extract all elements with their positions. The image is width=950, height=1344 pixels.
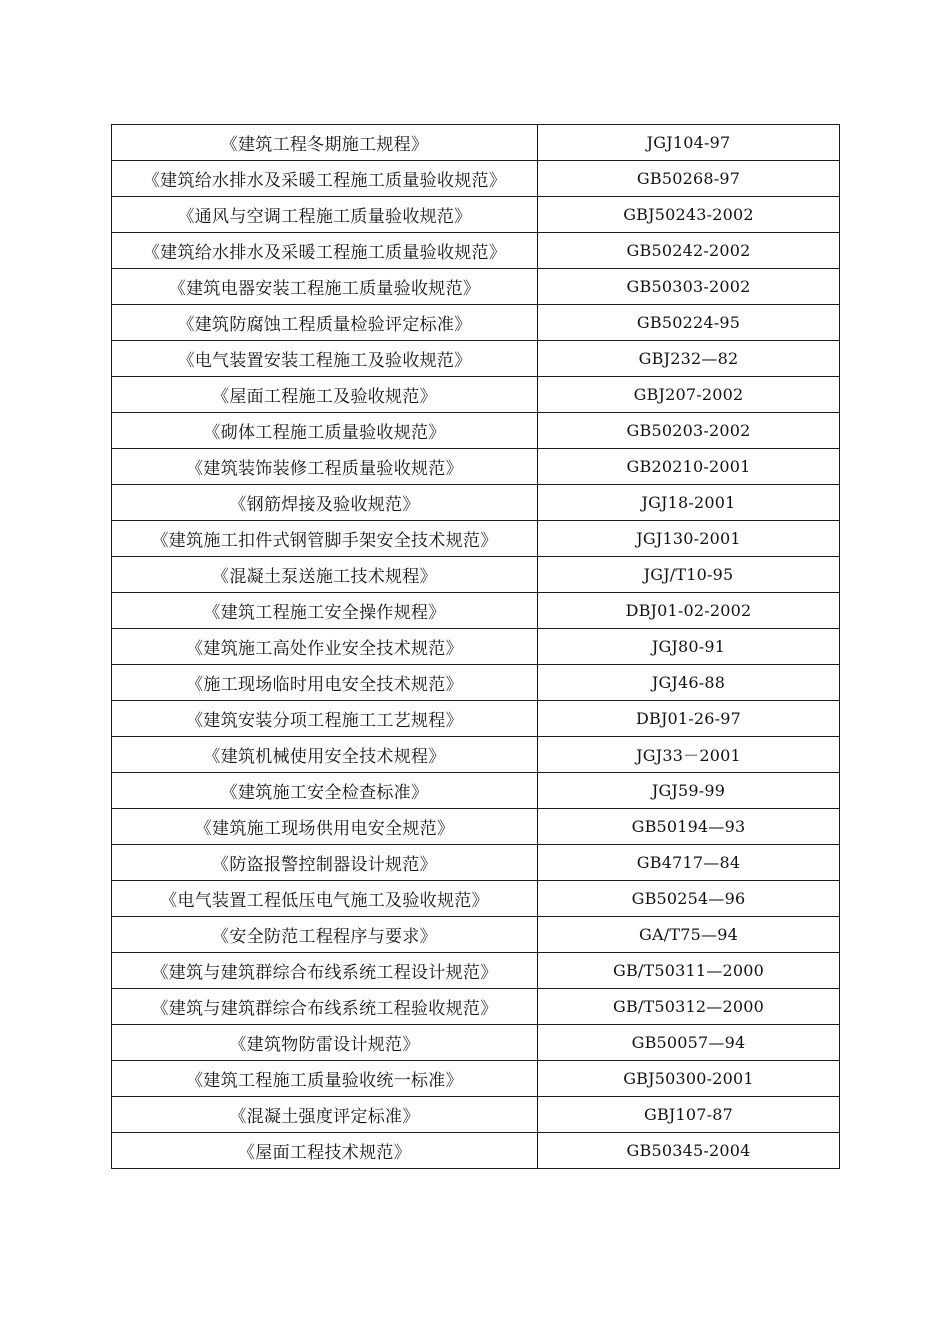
standard-name: 《建筑安装分项工程施工工艺规程》 [112,701,538,737]
standard-name: 《建筑与建筑群综合布线系统工程验收规范》 [112,989,538,1025]
table-row [112,413,840,449]
standard-name: 《建筑工程施工质量验收统一标准》 [112,1061,538,1097]
standard-name: 《建筑给水排水及采暖工程施工质量验收规范》 [112,161,538,197]
standard-code: GB50224-95 [538,305,840,341]
table-row [112,485,840,521]
table-row [112,521,840,557]
standard-name: 《建筑施工扣件式钢管脚手架安全技术规范》 [112,521,538,557]
standard-code: JGJ130-2001 [538,521,840,557]
table-row [112,161,840,197]
standard-code: GB50242-2002 [538,233,840,269]
table-row [112,593,840,629]
standard-name: 《混凝土泵送施工技术规程》 [112,557,538,593]
standard-code: JGJ80-91 [538,629,840,665]
standard-name: 《混凝土强度评定标准》 [112,1097,538,1133]
standards-table-body [112,125,840,1169]
standard-code: JGJ/T10-95 [538,557,840,593]
standard-name: 《建筑施工高处作业安全技术规范》 [112,629,538,665]
table-row [112,1097,840,1133]
table-row [112,377,840,413]
standard-name: 《建筑装饰装修工程质量验收规范》 [112,449,538,485]
standard-name: 《建筑施工现场供用电安全规范》 [112,809,538,845]
standard-code: JGJ104-97 [538,125,840,161]
table-row [112,845,840,881]
standard-code: JGJ18-2001 [538,485,840,521]
standard-code: GB50268-97 [538,161,840,197]
standard-name: 《建筑施工安全检查标准》 [112,773,538,809]
table-row [112,1025,840,1061]
standard-name: 《建筑电器安装工程施工质量验收规范》 [112,269,538,305]
standard-code: GBJ50300-2001 [538,1061,840,1097]
table-row [112,701,840,737]
standard-name: 《砌体工程施工质量验收规范》 [112,413,538,449]
standard-code: GB50345-2004 [538,1133,840,1169]
standard-name: 《建筑工程冬期施工规程》 [112,125,538,161]
table-row [112,305,840,341]
standard-name: 《电气装置工程低压电气施工及验收规范》 [112,881,538,917]
table-row [112,737,840,773]
table-row [112,557,840,593]
table-row [112,917,840,953]
standard-name: 《建筑机械使用安全技术规程》 [112,737,538,773]
standard-name: 《屋面工程技术规范》 [112,1133,538,1169]
standard-code: GB/T50312—2000 [538,989,840,1025]
standard-name: 《电气装置安装工程施工及验收规范》 [112,341,538,377]
standard-name: 《屋面工程施工及验收规范》 [112,377,538,413]
standard-code: GBJ207-2002 [538,377,840,413]
table-row [112,125,840,161]
table-row [112,989,840,1025]
table-row [112,773,840,809]
table-row [112,665,840,701]
standard-code: GB50057—94 [538,1025,840,1061]
table-row [112,953,840,989]
standard-code: DBJ01-26-97 [538,701,840,737]
standard-code: JGJ33－2001 [538,737,840,773]
standard-name: 《建筑与建筑群综合布线系统工程设计规范》 [112,953,538,989]
standard-code: DBJ01-02-2002 [538,593,840,629]
table-row [112,1133,840,1169]
standard-name: 《钢筋焊接及验收规范》 [112,485,538,521]
standard-name: 《建筑物防雷设计规范》 [112,1025,538,1061]
table-row [112,881,840,917]
standard-code: GBJ232—82 [538,341,840,377]
standard-code: JGJ46-88 [538,665,840,701]
standard-name: 《施工现场临时用电安全技术规范》 [112,665,538,701]
standard-name: 《建筑防腐蚀工程质量检验评定标准》 [112,305,538,341]
standard-code: GBJ50243-2002 [538,197,840,233]
table-row [112,269,840,305]
standard-code: GB50303-2002 [538,269,840,305]
standard-code: JGJ59-99 [538,773,840,809]
standard-code: GB4717—84 [538,845,840,881]
standard-name: 《建筑给水排水及采暖工程施工质量验收规范》 [112,233,538,269]
standard-code: GA/T75—94 [538,917,840,953]
standards-table [111,124,840,1169]
standard-name: 《防盗报警控制器设计规范》 [112,845,538,881]
table-row [112,449,840,485]
table-row [112,809,840,845]
standard-code: GBJ107-87 [538,1097,840,1133]
table-row [112,341,840,377]
standard-code: GB50203-2002 [538,413,840,449]
table-row [112,233,840,269]
standard-code: GB/T50311—2000 [538,953,840,989]
table-row [112,629,840,665]
table-row [112,1061,840,1097]
standard-name: 《安全防范工程程序与要求》 [112,917,538,953]
table-row [112,197,840,233]
standard-code: GB20210-2001 [538,449,840,485]
standard-code: GB50254—96 [538,881,840,917]
standard-code: GB50194—93 [538,809,840,845]
standard-name: 《建筑工程施工安全操作规程》 [112,593,538,629]
standard-name: 《通风与空调工程施工质量验收规范》 [112,197,538,233]
